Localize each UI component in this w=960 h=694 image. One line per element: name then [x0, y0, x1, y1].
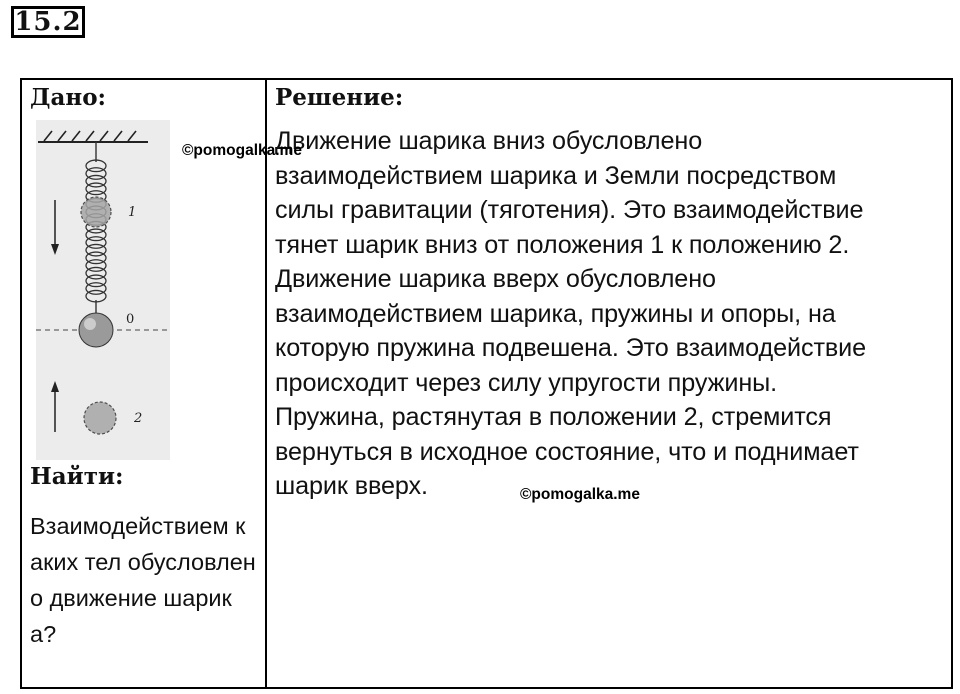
solution-text [275, 124, 949, 504]
column-divider [265, 80, 267, 687]
solution-line: силы гравитации (тяготения). Это взаимодействие [275, 196, 864, 224]
given-heading: Дано: [30, 84, 107, 111]
solution-line: Движение шарика вниз обусловлено [275, 127, 703, 155]
find-text: Взаимодействием каких тел обусловлено движение шарика? [30, 513, 256, 647]
ball-position-0 [79, 313, 113, 347]
ball-position-2 [84, 402, 116, 434]
problem-number: 15.2 [11, 6, 85, 38]
solution-line: шарик вверх. [275, 472, 428, 500]
solution-line: вернуться в исходное состояние, что и поднимает [275, 437, 859, 466]
solution-line: тянет шарик вниз от положения 1 к положению 2. [275, 230, 850, 259]
solution-line: происходит через силу упругости пружины. [275, 368, 778, 397]
spring-ball-figure [36, 120, 170, 460]
watermark: ©pomogalka.me [182, 142, 302, 159]
ball-highlight [84, 318, 96, 330]
solution-line: взаимодействием шарика, пружины и опоры, на [275, 299, 836, 328]
solution-line: которую пружина подвешена. Это взаимодействие [275, 334, 867, 362]
watermark: ©pomogalka.me [520, 486, 640, 503]
solution-heading: Решение: [275, 84, 404, 111]
ball-position-1 [81, 197, 111, 227]
label-position-2: 2 [134, 411, 143, 426]
label-position-1: 1 [128, 205, 137, 220]
task-table [20, 78, 953, 689]
solution-line: Движение шарика вверх обусловлено [275, 265, 716, 293]
label-position-0: 0 [126, 312, 135, 327]
solution-line: Пружина, растянутая в положении 2, стремится [275, 403, 832, 431]
solution-line: взаимодействием шарика и Земли посредством [275, 161, 837, 190]
find-heading: Найти: [30, 463, 124, 490]
